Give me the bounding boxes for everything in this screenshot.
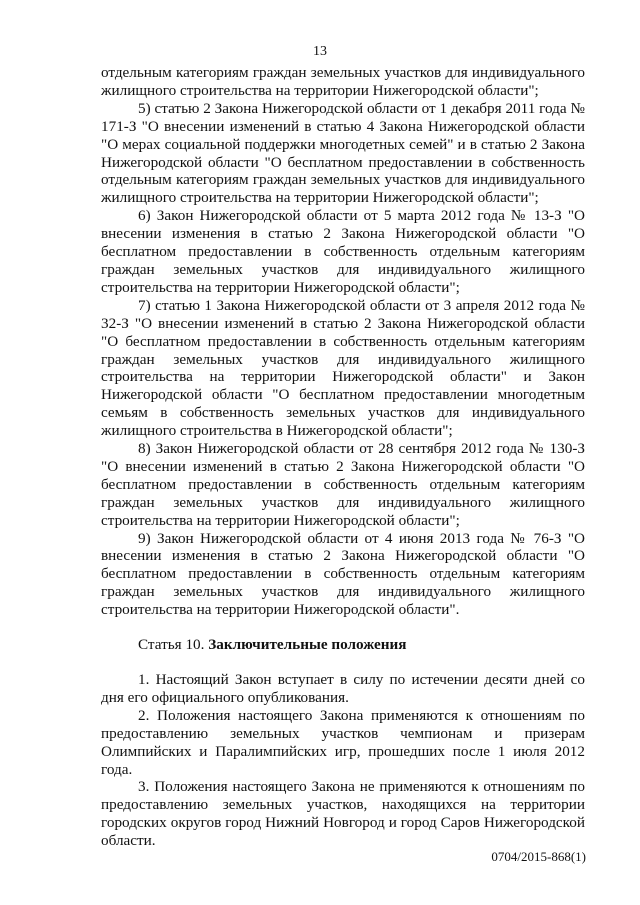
- paragraph-item-9: 9) Закон Нижегородской области от 4 июня 2013 года № 76-З "О внесении изменения в статью 2 Закона Нижегородской области "О бесплатном предоставлении в собственность отдельным категориям граждан земельных участков для индивидуального жилищного строительства на территории Нижегородской области".: [101, 529, 585, 619]
- paragraph-item-6: 6) Закон Нижегородской области от 5 марта 2012 года № 13-З "О внесении изменения в статью 2 Закона Нижегородской области "О бесплатном предоставлении в собственность отдельным категориям граждан земельных участков для индивидуального жилищного строительства на территории Нижегородской области";: [101, 207, 585, 296]
- article-heading: Заключительные положения: [208, 636, 407, 654]
- page-number: 13: [313, 44, 327, 59]
- article-title: [101, 636, 585, 654]
- document-body: [101, 64, 585, 850]
- paragraph-item-8: 8) Закон Нижегородской области от 28 сентября 2012 года № 130-З "О внесении изменений в статью 2 Закона Нижегородской области "О бесплатном предоставлении в собственность отдельным категориям граждан земельных участков для индивидуального жилищного строительства на территории Нижегородской области";: [101, 440, 585, 529]
- final-provision-2: 2. Положения настоящего Закона применяются к отношениям по предоставлению земельных участков чемпионам и призерам Олимпийских и Паралимпийских игр, прошедших после 1 июля 2012 года.: [101, 706, 585, 778]
- paragraph-item-5: 5) статью 2 Закона Нижегородской области от 1 декабря 2011 года № 171-З "О внесении изменений в статью 4 Закона Нижегородской области "О мерах социальной поддержки многодетных семей" и в статью 2 Закона Нижегородской области "О бесплатном предоставлении в собственность отдельным категориям граждан земельных участков для индивидуального жилищного строительства на территории Нижегородской области";: [101, 99, 585, 207]
- paragraph-continuation: отдельным категориям граждан земельных участков для индивидуального жилищного строительства на территории Нижегородской области";: [101, 64, 585, 99]
- paragraph-item-7: 7) статью 1 Закона Нижегородской области от 3 апреля 2012 года № 32-З "О внесении изменений в статью 2 Закона Нижегородской области "О бесплатном предоставлении в собственность отдельным категориям граждан земельных участков для индивидуального жилищного строительства на территории Нижегородской области" и Закон Нижегородской области "О бесплатном предоставлении многодетным семьям в собственность земельных участков для индивидуального жилищного строительства в Нижегородской области";: [101, 296, 585, 440]
- final-provision-1: 1. Настоящий Закон вступает в силу по истечении десяти дней со дня его официального опубликования.: [101, 671, 585, 706]
- article-label: Статья 10.: [138, 636, 205, 654]
- document-code: 0704/2015-868(1): [491, 849, 586, 864]
- final-provision-3: 3. Положения настоящего Закона не применяются к отношениям по предоставлению земельных участков, находящихся на территории городских округов город Нижний Новгород и город Саров Нижегородской области.: [101, 778, 585, 850]
